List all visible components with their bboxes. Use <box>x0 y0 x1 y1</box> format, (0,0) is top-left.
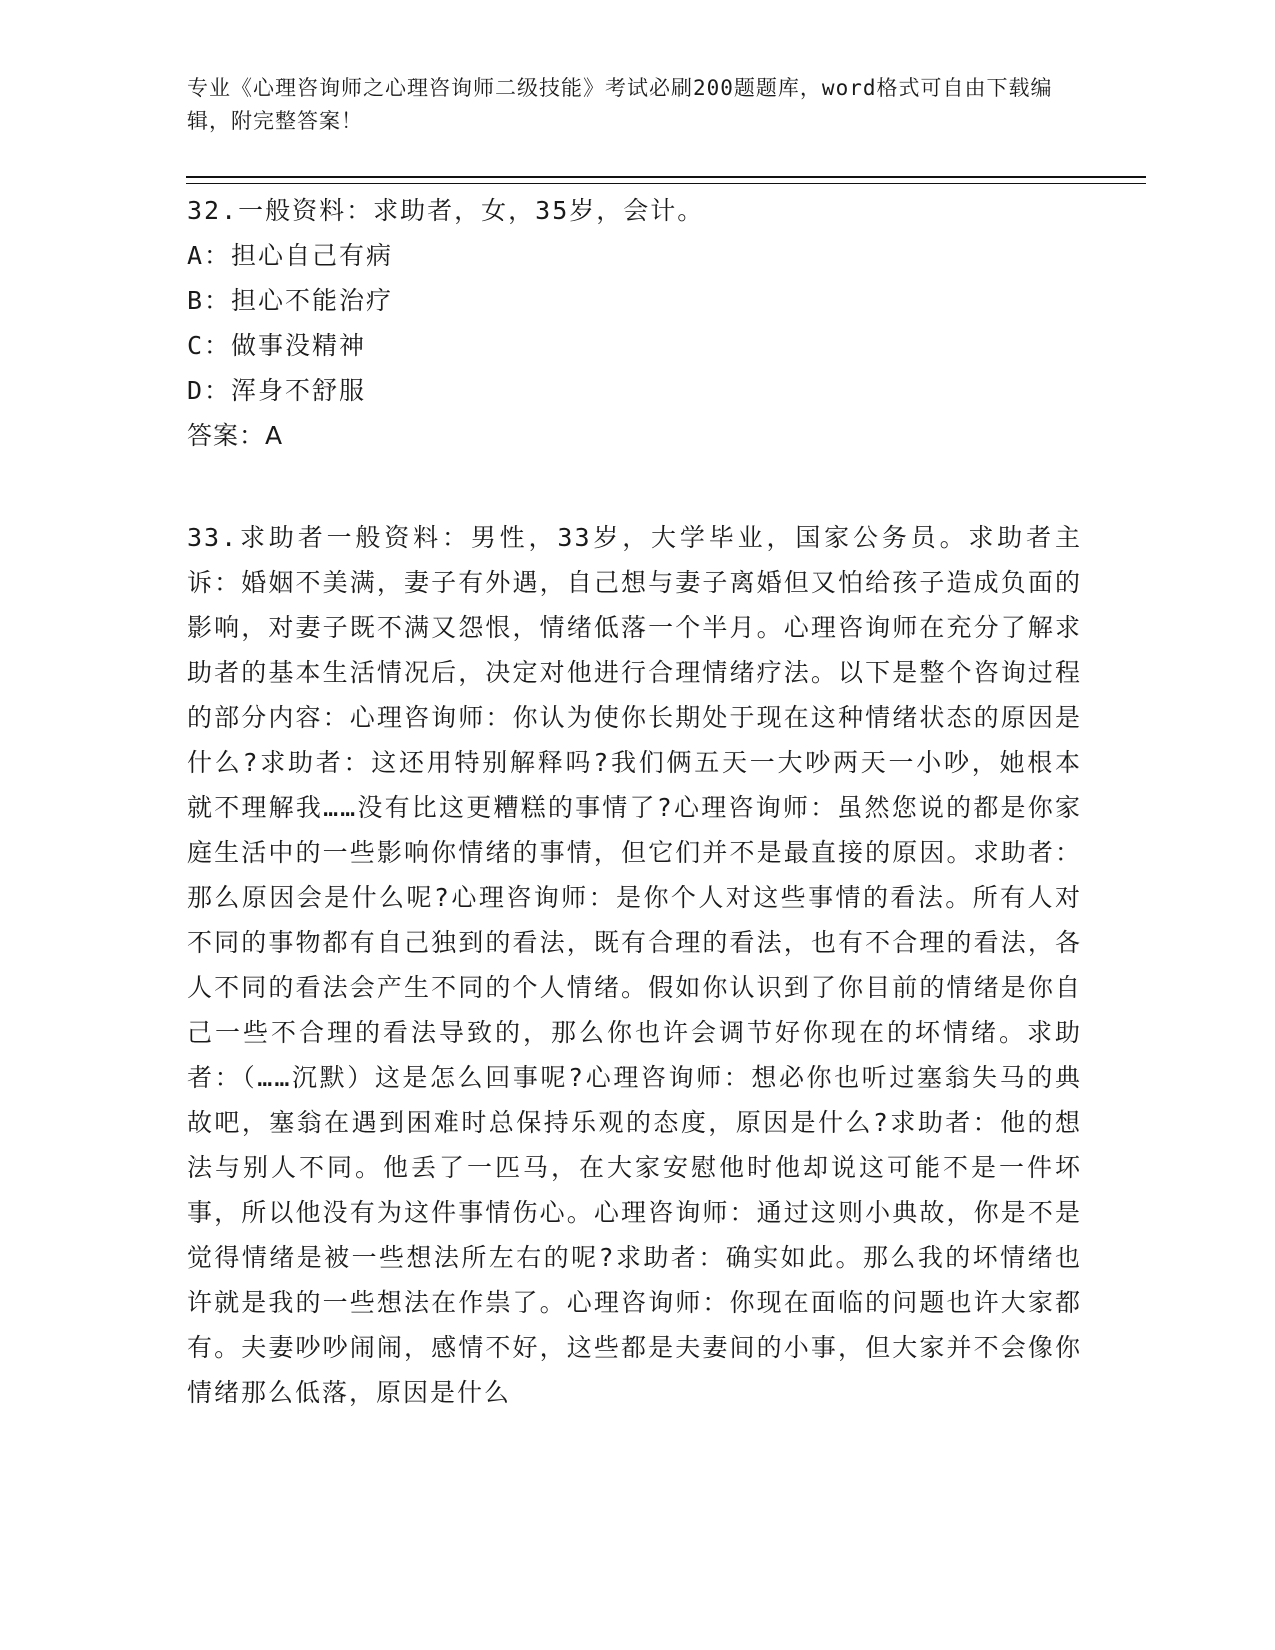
question-spacer <box>187 458 1082 515</box>
document-body <box>187 188 1082 1415</box>
question-32-stem: 32.一般资料：求助者，女，35岁，会计。 <box>187 196 705 225</box>
question-32-answer: 答案：A <box>187 421 284 450</box>
document-header: 专业《心理咨询师之心理咨询师二级技能》考试必刷200题题库，word格式可自由下载编辑，附完整答案！ <box>187 76 1053 133</box>
question-32-option-c: C：做事没精神 <box>187 331 367 360</box>
question-32-option-d: D：浑身不舒服 <box>187 376 367 405</box>
header-rule-thick <box>186 176 1146 178</box>
header-rule-thin <box>186 183 1146 184</box>
question-32-option-b: B：担心不能治疗 <box>187 286 394 315</box>
question-32-option-a: A：担心自己有病 <box>187 241 394 270</box>
question-33-text: 33.求助者一般资料：男性，33岁，大学毕业，国家公务员。求助者主诉：婚姻不美满，妻子有外遇，自己想与妻子离婚但又怕给孩子造成负面的影响，对妻子既不满又怨恨，情绪低落一个半月。心理咨询师在充分了解求助者的基本生活情况后，决定对他进行合理情绪疗法。以下是整个咨询过程的部分内容：心理咨询师：你认为使你长期处于现在这种情绪状态的原因是什么?求助者：这还用特别解释吗?我们俩五天一大吵两天一小吵，她根本就不理解我……没有比这更糟糕的事情了?心理咨询师：虽然您说的都是你家庭生活中的一些影响你情绪的事情，但它们并不是最直接的原因。求助者：那么原因会是什么呢?心理咨询师：是你个人对这些事情的看法。所有人对不同的事物都有自己独到的看法，既有合理的看法，也有不合理的看法，各人不同的看法会产生不同的个人情绪。假如你认识到了你目前的情绪是你自己一些不合理的看法导致的，那么你也许会调节好你现在的坏情绪。求助者：（……沉默）这是怎么回事呢?心理咨询师：想必你也听过塞翁失马的典故吧，塞翁在遇到困难时总保持乐观的态度，原因是什么?求助者：他的想法与别人不同。他丢了一匹马，在大家安慰他时他却说这可能不是一件坏事，所以他没有为这件事情伤心。心理咨询师：通过这则小典故，你是不是觉得情绪是被一些想法所左右的呢?求助者：确实如此。那么我的坏情绪也许就是我的一些想法在作祟了。心理咨询师：你现在面临的问题也许大家都有。夫妻吵吵闹闹，感情不好，这些都是夫妻间的小事，但大家并不会像你情绪那么低落，原因是什么 <box>187 523 1082 1407</box>
